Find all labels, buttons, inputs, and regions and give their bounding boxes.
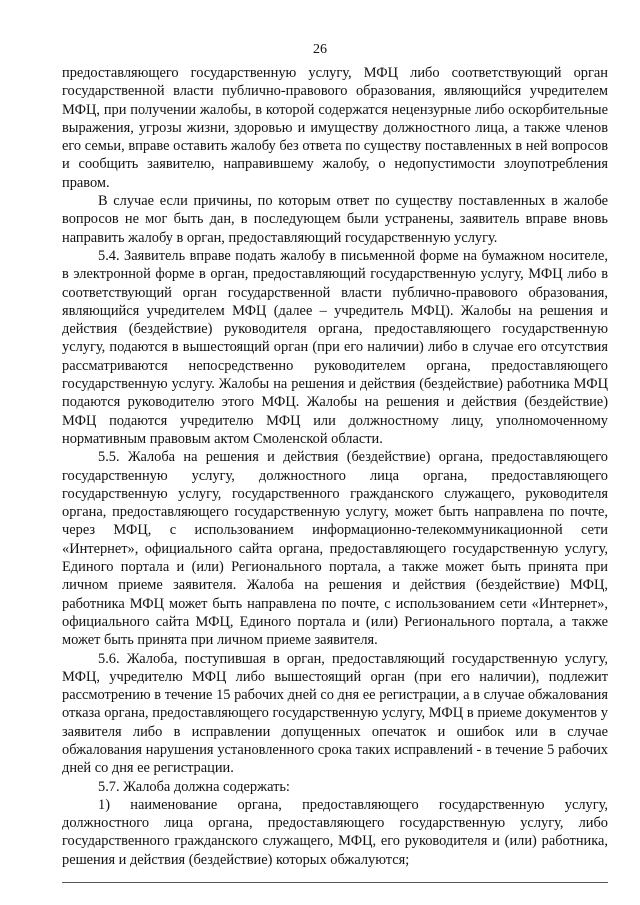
paragraph-5-6: 5.6. Жалоба, поступившая в орган, предоставляющий государственную услугу, МФЦ, учредителю МФЦ либо вышестоящий орган (при его наличии), подлежит рассмотрению в течение 15 рабочих дней со дня ее регистрации, а в случае обжалования отказа органа, предоставляющего государственную услугу, МФЦ в приеме документов у заявителя либо в исправлении допущенных опечаток и ошибок или в случае обжалования нарушения установленного срока таких исправлений - в течение 5 рабочих дней со дня ее регистрации. xyxy=(62,650,608,777)
document-body xyxy=(62,64,608,869)
page-number: 26 xyxy=(313,42,327,57)
bottom-rule xyxy=(62,882,608,883)
paragraph-5-7-item-1: 1) наименование органа, предоставляющего государственную услугу, должностного лица органа, предоставляющего государственную услугу, либо государственного гражданского служащего, МФЦ, его руководителя и (или) работника, решения и действия (бездействие) которых обжалуются; xyxy=(62,796,608,868)
paragraph-continuation: предоставляющего государственную услугу, МФЦ либо соответствующий орган государственной власти публично-правового образования, являющийся учредителем МФЦ, при получении жалобы, в которой содержатся нецензурные либо оскорбительные выражения, угрозы жизни, здоровью и имуществу должностного лица, а также членов его семьи, вправе оставить жалобу без ответа по существу поставленных в ней вопросов и сообщить заявителю, направившему жалобу, о недопустимости злоупотребления правом. xyxy=(62,65,608,191)
paragraph-5-7: 5.7. Жалоба должна содержать: xyxy=(98,778,290,795)
paragraph-repeat-complaint: В случае если причины, по которым ответ по существу поставленных в жалобе вопросов не мог быть дан, в последующем были устранены, заявитель вправе вновь направить жалобу в орган, предоставляющий государственную услугу. xyxy=(62,193,608,246)
paragraph-5-5: 5.5. Жалоба на решения и действия (бездействие) органа, предоставляющего государственную услугу, должностного лица органа, предоставляющего государственную услугу, государственного гражданского служащего, руководителя органа, предоставляющего государственную услугу, может быть направлена по почте, через МФЦ, с использованием информационно-телекоммуникационной сети «Интернет», официального сайта органа, предоставляющего государственную услугу, Единого портала и (или) Регионального портала, а также может быть принята при личном приеме заявителя. Жалоба на решения и действия (бездействие) МФЦ, работника МФЦ может быть направлена по почте, с использованием сети «Интернет», официального сайта МФЦ, Единого портала и (или) Регионального портала, а также может быть принята при личном приеме заявителя. xyxy=(62,449,608,649)
paragraph-5-4: 5.4. Заявитель вправе подать жалобу в письменной форме на бумажном носителе, в электронной форме в орган, предоставляющий государственную услугу, МФЦ либо в соответствующий орган государственной власти публично-правового образования, являющийся учредителем МФЦ (далее – учредитель МФЦ). Жалобы на решения и действия (бездействие) руководителя органа, предоставляющего государственную услугу, подаются в вышестоящий орган (при его наличии) либо в случае его отсутствия рассматриваются непосредственно руководителем органа, предоставляющего государственную услугу. Жалобы на решения и действия (бездействие) работника МФЦ подаются руководителю этого МФЦ. Жалобы на решения и действия (бездействие) МФЦ подаются учредителю МФЦ или должностному лицу, уполномоченному нормативным правовым актом Смоленской области. xyxy=(62,247,608,447)
